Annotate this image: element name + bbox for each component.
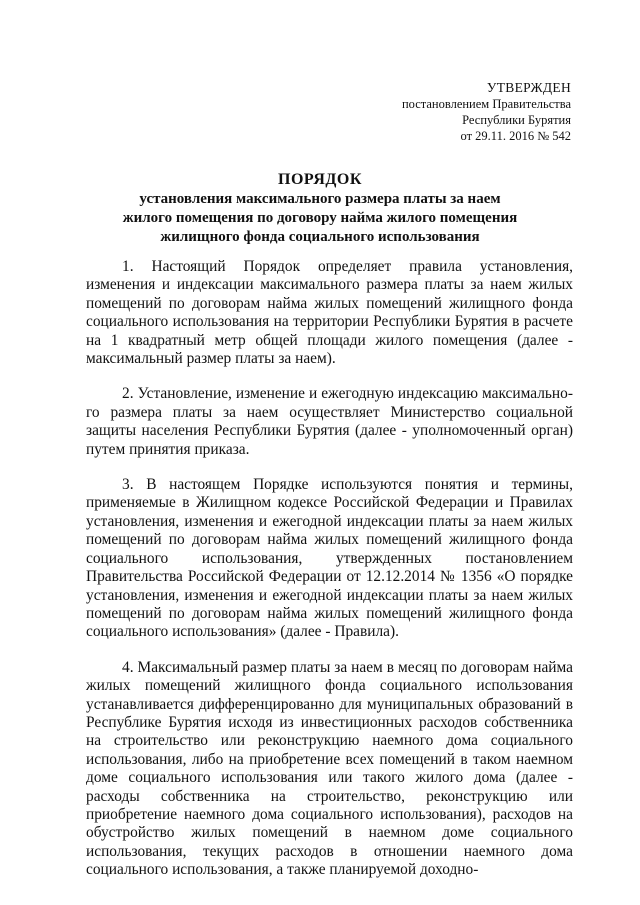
document-title: ПОРЯДОК bbox=[278, 171, 362, 188]
approval-title: УТВЕРЖДЕН bbox=[486, 80, 571, 95]
approval-line-1: постановлением Правительства bbox=[401, 97, 571, 111]
approval-line-3: от 29.11. 2016 № 542 bbox=[460, 129, 571, 143]
paragraph-2: 2. Установление, изменение и ежегодную индексацию максимального размера платы за наем осуществляет Министерство социальной защиты населения Республики Бурятия (далее - уполномоченный орган) путем принятия приказа. bbox=[86, 385, 573, 458]
document-title-block bbox=[70, 170, 570, 247]
document-subtitle-line-2: жилого помещения по договору найма жилого помещения bbox=[122, 210, 518, 226]
paragraph-3: 3. В настоящем Порядке используются понятия и термины, применяемые в Жилищном кодексе Российской Федерации и Правилах установления, изменения и ежегодной индексации платы за наем жилых помещений по договорам найма жилых помещений жилищного фонда социального использования, утвержденных постановлением Правительства Российской Федерации от 12.12.2014 № 1356 «О порядке установления, изменения и ежегодной индексации платы за наем жилых помещений по договорам найма жилых помещений жилищного фонда социального использования» (далее - Правила). bbox=[86, 476, 573, 641]
paragraph-4: 4. Максимальный размер платы за наем в месяц по договорам найма жилых помещений жилищного фонда социального использования устанавливается дифференцированно для муниципальных образований в Республике Бурятия исходя из инвестиционных расходов собственника на строительство или реконструкцию наемного дома социального использования, либо на приобретение всех помещений в таком наемном доме социального использования или такого жилого дома (далее - расходы собственника на строительство, реконструкцию или приобретение наемного дома социального использования), расходов на обустройство жилых помещений в наемном доме социального использования, текущих расходов в отношении наемного дома социального использования, а также планируемой доходно- bbox=[86, 658, 573, 879]
document-subtitle-line-1: установления максимального размера платы за наем bbox=[139, 191, 501, 207]
approval-stamp bbox=[402, 80, 571, 144]
document-subtitle-line-3: жилищного фонда социального использования bbox=[160, 229, 480, 245]
document-body bbox=[86, 258, 573, 897]
approval-line-2: Республики Бурятия bbox=[462, 113, 571, 127]
paragraph-1: 1. Настоящий Порядок определяет правила установления, изменения и индексации максимального размера платы за наем жилых помещений по договорам найма жилых помещений жилищного фонда социального использования на территории Республики Бурятия в расчете на 1 квадратный метр общей площади жилого помещения (далее - максимальный размер платы за наем). bbox=[86, 258, 573, 368]
